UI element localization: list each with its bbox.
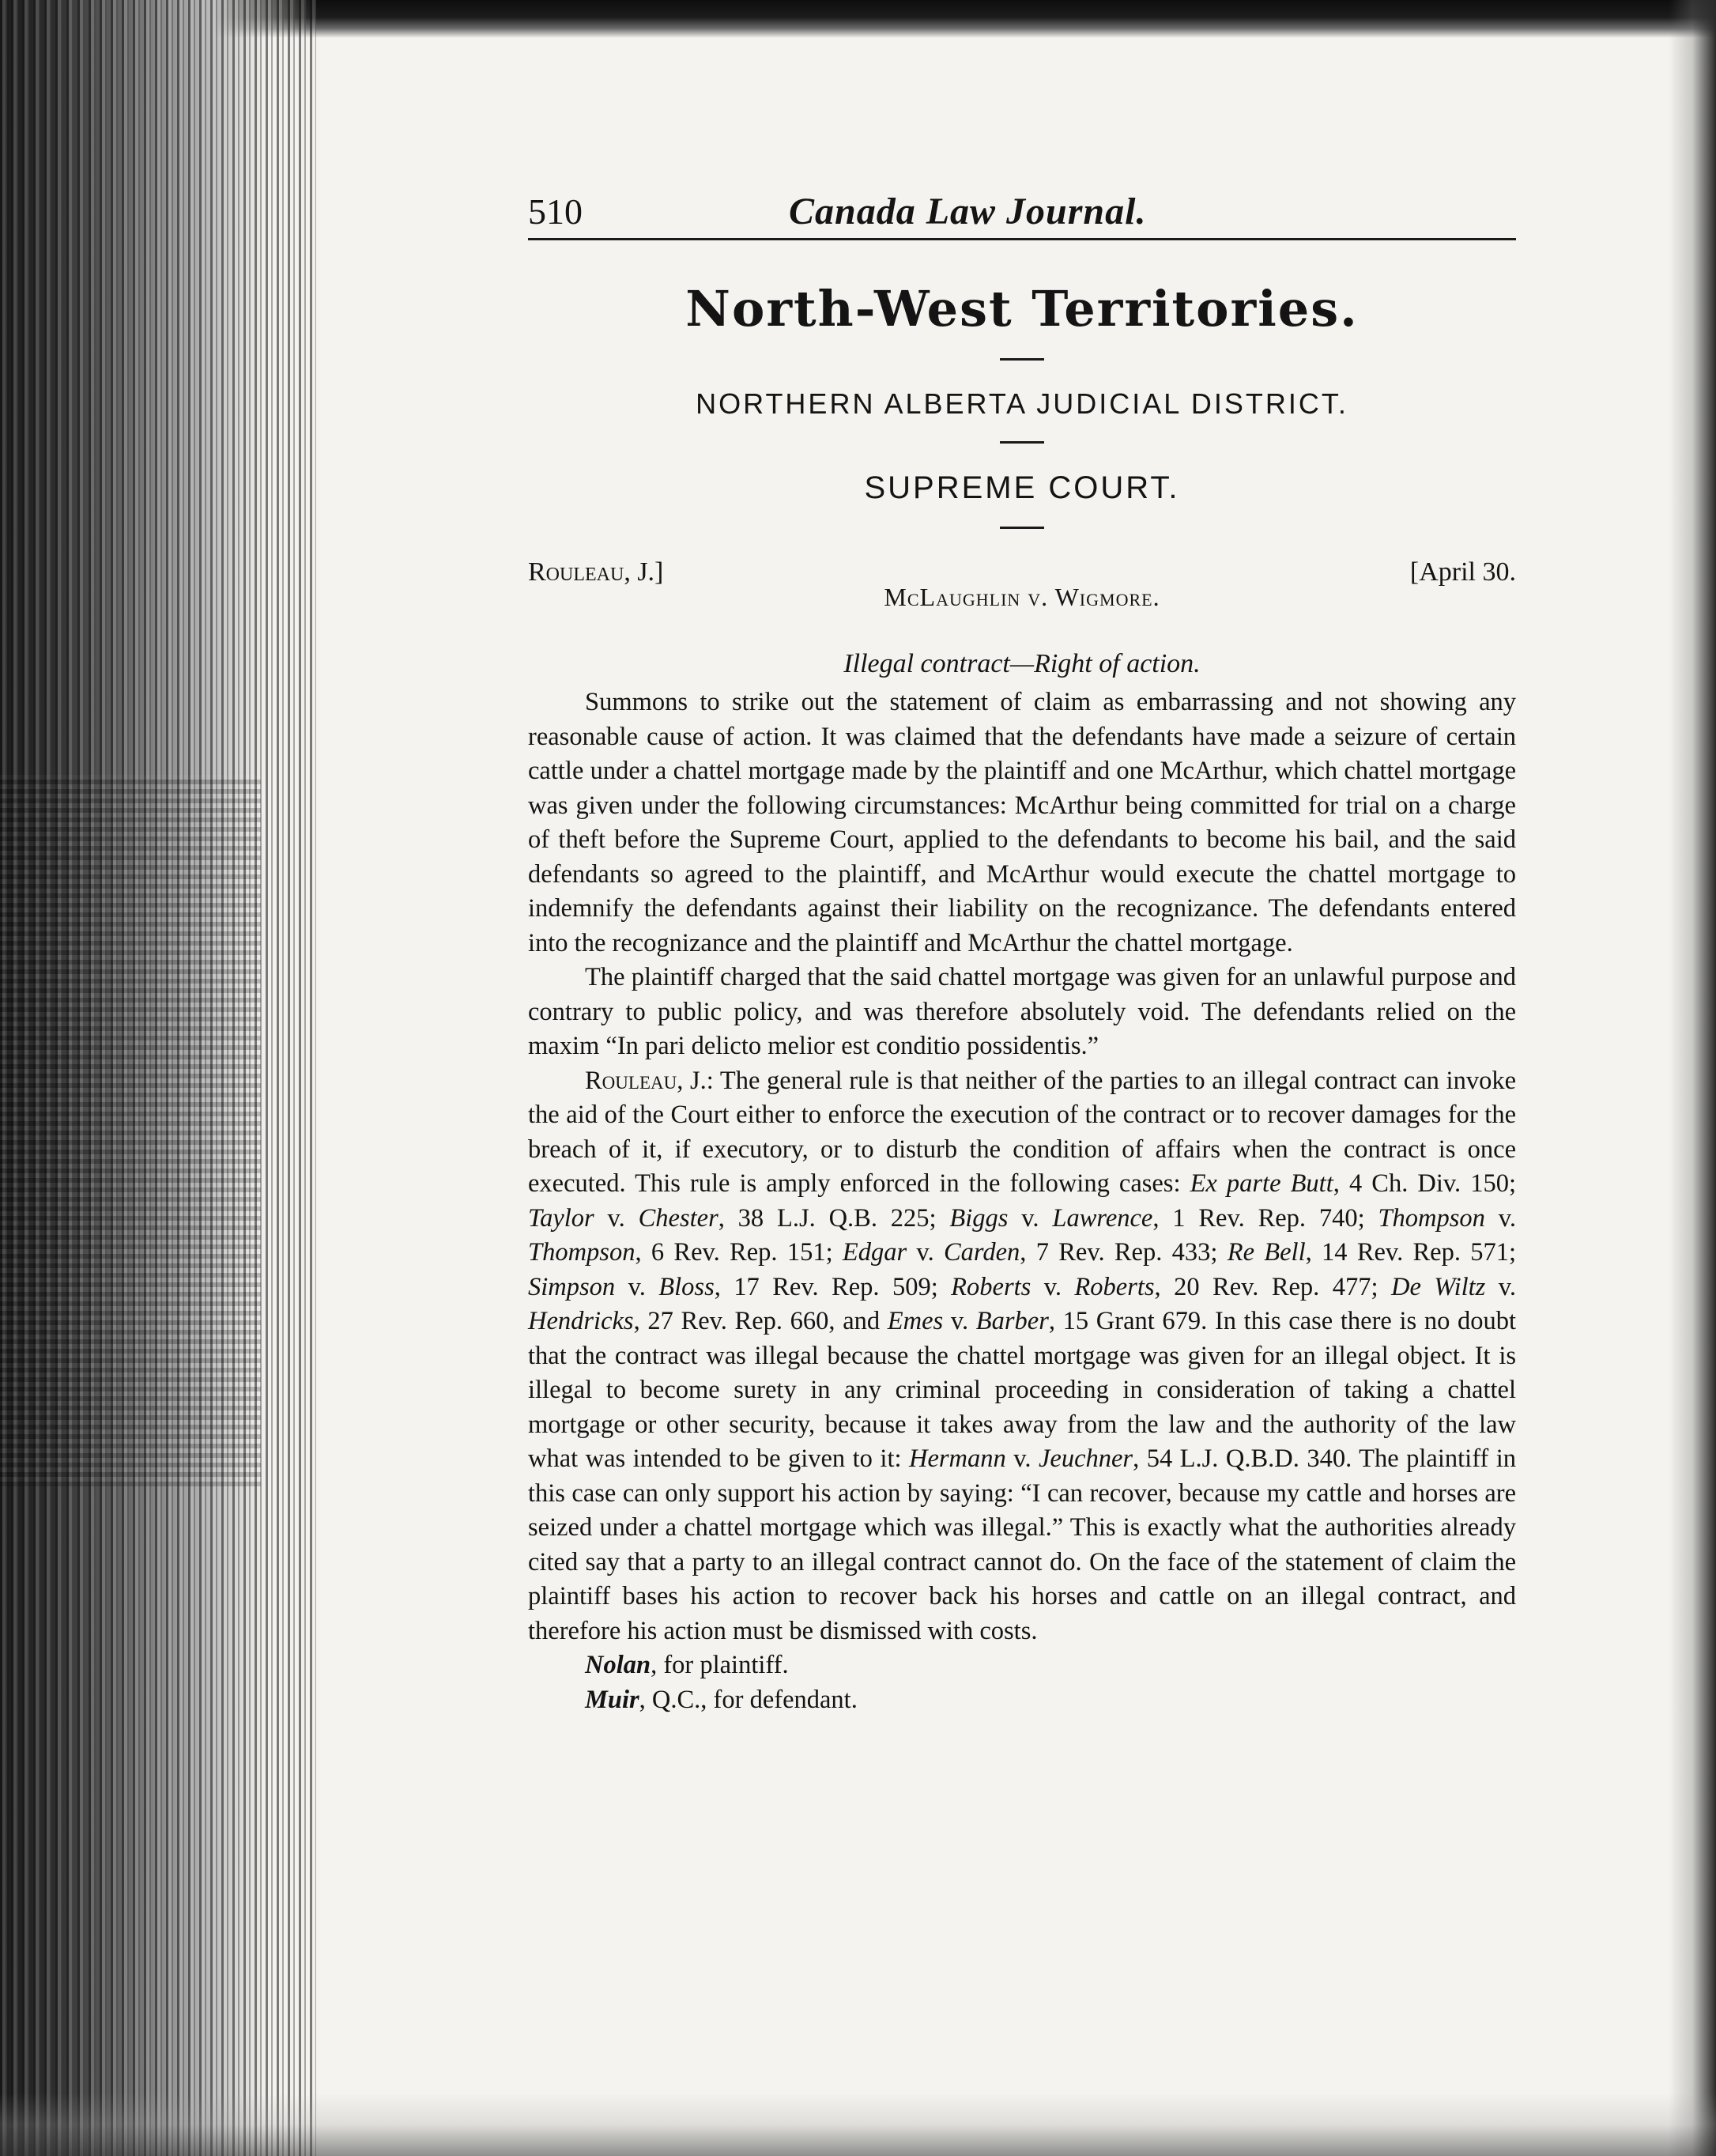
- case-citation: Simpson: [528, 1272, 616, 1301]
- scan-edge-right: [1669, 0, 1716, 2156]
- judge-name: Rouleau, J.]: [528, 557, 664, 587]
- judgment-text: v.: [1484, 1203, 1517, 1233]
- paragraph-summons: Summons to strike out the statement of claim as embarrassing and not showing any reasonable cause of action. It was claimed that the defendants have made a seizure of certain cattle under a chattel mortgage made by the plaintiff and one McArthur, which chattel mortgage was given under the following circumstances: McArthur being committed for trial on a charge of theft before the Supreme Court, applied to the defendants to become his bail, and the said defendants so agreed to the plaintiff, and McArthur would execute the chattel mortgage to indemnify the defendants against their liability on the recognizance. The defendants entered into the recognizance and the plaintiff and McArthur the chattel mortgage.: [528, 688, 1516, 957]
- running-head: [528, 190, 1516, 240]
- counsel-defendant: [585, 1683, 1516, 1718]
- judgment-text: , 14 Rev. Rep. 571;: [1305, 1238, 1517, 1267]
- judgment-text: v.: [1005, 1444, 1039, 1473]
- section-title: North-West Territories.: [685, 280, 1359, 338]
- case-citation: Barber: [975, 1307, 1049, 1335]
- judgment-text: , 7 Rev. Rep. 433;: [1020, 1238, 1228, 1267]
- judge-ref: Rouleau, J.: [585, 1066, 707, 1095]
- case-citation: Biggs: [949, 1203, 1009, 1233]
- counsel-role: , for plaintiff.: [651, 1651, 789, 1679]
- case-citation: Taylor: [528, 1203, 594, 1233]
- judgment-text: v.: [594, 1203, 639, 1233]
- case-citation: Jeuchner: [1038, 1444, 1133, 1473]
- judgment-text: v.: [907, 1238, 944, 1267]
- court-heading: SUPREME COURT.: [864, 470, 1180, 505]
- counsel-name: Muir: [585, 1685, 639, 1714]
- case-citation: Roberts: [1074, 1272, 1155, 1301]
- decision-date: [April 30.: [1409, 557, 1516, 587]
- paragraph-judgment: [528, 1064, 1516, 1649]
- case-citation: Emes: [887, 1307, 944, 1335]
- judgment-text: , 1 Rev. Rep. 740;: [1152, 1203, 1378, 1233]
- divider-rule: [1000, 527, 1044, 529]
- case-citation: Lawrence: [1052, 1203, 1153, 1233]
- case-citation: Roberts: [951, 1272, 1031, 1301]
- catchwords: Illegal contract—Right of action.: [843, 649, 1201, 678]
- case-citation: Ex parte Butt: [1190, 1169, 1333, 1198]
- journal-title: Canada Law Journal.: [789, 191, 1147, 232]
- case-citation: Bloss: [658, 1272, 715, 1301]
- judgment-text: v.: [1485, 1272, 1517, 1301]
- report-body: [528, 685, 1516, 1648]
- counsel-role: , Q.C., for defendant.: [639, 1685, 858, 1714]
- judgment-text: , 20 Rev. Rep. 477;: [1154, 1272, 1391, 1301]
- case-citation: Edgar: [842, 1238, 907, 1267]
- judgment-text: , 4 Ch. Div. 150;: [1333, 1169, 1516, 1198]
- judgment-text: , 27 Rev. Rep. 660, and: [633, 1307, 888, 1335]
- divider-rule: [1000, 358, 1044, 361]
- case-citation: Hermann: [908, 1444, 1006, 1473]
- judgment-text: , 6 Rev. Rep. 151;: [635, 1238, 843, 1267]
- case-citation: Hendricks: [528, 1307, 634, 1335]
- district-heading: NORTHERN ALBERTA JUDICIAL DISTRICT.: [696, 387, 1348, 420]
- counsel-plaintiff: [585, 1648, 1516, 1683]
- case-name: McLaughlin v. Wigmore.: [884, 583, 1160, 611]
- divider-rule: [1000, 441, 1044, 444]
- judgment-text: v.: [615, 1272, 659, 1301]
- judgment-text: v.: [1008, 1203, 1053, 1233]
- scan-edge-bottom: [0, 2093, 1716, 2156]
- judgment-text: : The general rule is that neither of the parties to an illegal contract can invoke the aid of the Court either to enforce the execution of the contract or to recover damages for the breach of it, if executory, or to disturb the condition of affairs when the contract is once executed. This rule is amply enforced in the following cases:: [528, 1066, 1516, 1198]
- counsel-list: [528, 1648, 1516, 1717]
- case-header: [528, 557, 1516, 644]
- scan-binding-dark-patch: [0, 775, 261, 1486]
- case-citation: Thompson: [528, 1238, 635, 1267]
- case-citation: Chester: [638, 1203, 718, 1233]
- judgment-text: v.: [943, 1307, 976, 1335]
- page-number: 510: [528, 191, 583, 232]
- case-citation: Carden: [943, 1238, 1020, 1267]
- judgment-text: , 17 Rev. Rep. 509;: [714, 1272, 952, 1301]
- counsel-name: Nolan: [585, 1651, 651, 1679]
- judgment-text: , 54 L.J. Q.B.D. 340. The plaintiff in this case can only support his action by saying: “I can recover, because my cattle and horses are seized under a chattel mortgage which was illegal.” This is exactly what the authorities already cited say that a party to an illegal contract cannot do. On the face of the statement of claim the plaintiff bases his action to recover back his horses and cattle on an illegal contract, and therefore his action must be dismissed with costs.: [528, 1444, 1517, 1645]
- case-citation: Thompson: [1378, 1203, 1485, 1233]
- case-citation: De Wiltz: [1390, 1272, 1486, 1301]
- judgment-text: v.: [1031, 1272, 1075, 1301]
- paragraph-plaintiff-charge: The plaintiff charged that the said chattel mortgage was given for an unlawful purpose and contrary to public policy, and was therefore absolutely void. The defendants relied on the maxim “In pari delicto melior est conditio possidentis.”: [528, 963, 1516, 1060]
- journal-page: [528, 190, 1516, 1717]
- judgment-text: , 38 L.J. Q.B. 225;: [718, 1203, 950, 1233]
- case-citation: Re Bell: [1227, 1238, 1306, 1267]
- judgment-text: , 15 Grant 679. In this case there is no doubt that the contract was illegal because the chattel mortgage was given for an illegal object. It is illegal to become surety in any criminal proceeding in consideration of taking a chattel mortgage or other security, because it takes away from the law and the authority of the law what was intended to be given to it:: [528, 1307, 1516, 1473]
